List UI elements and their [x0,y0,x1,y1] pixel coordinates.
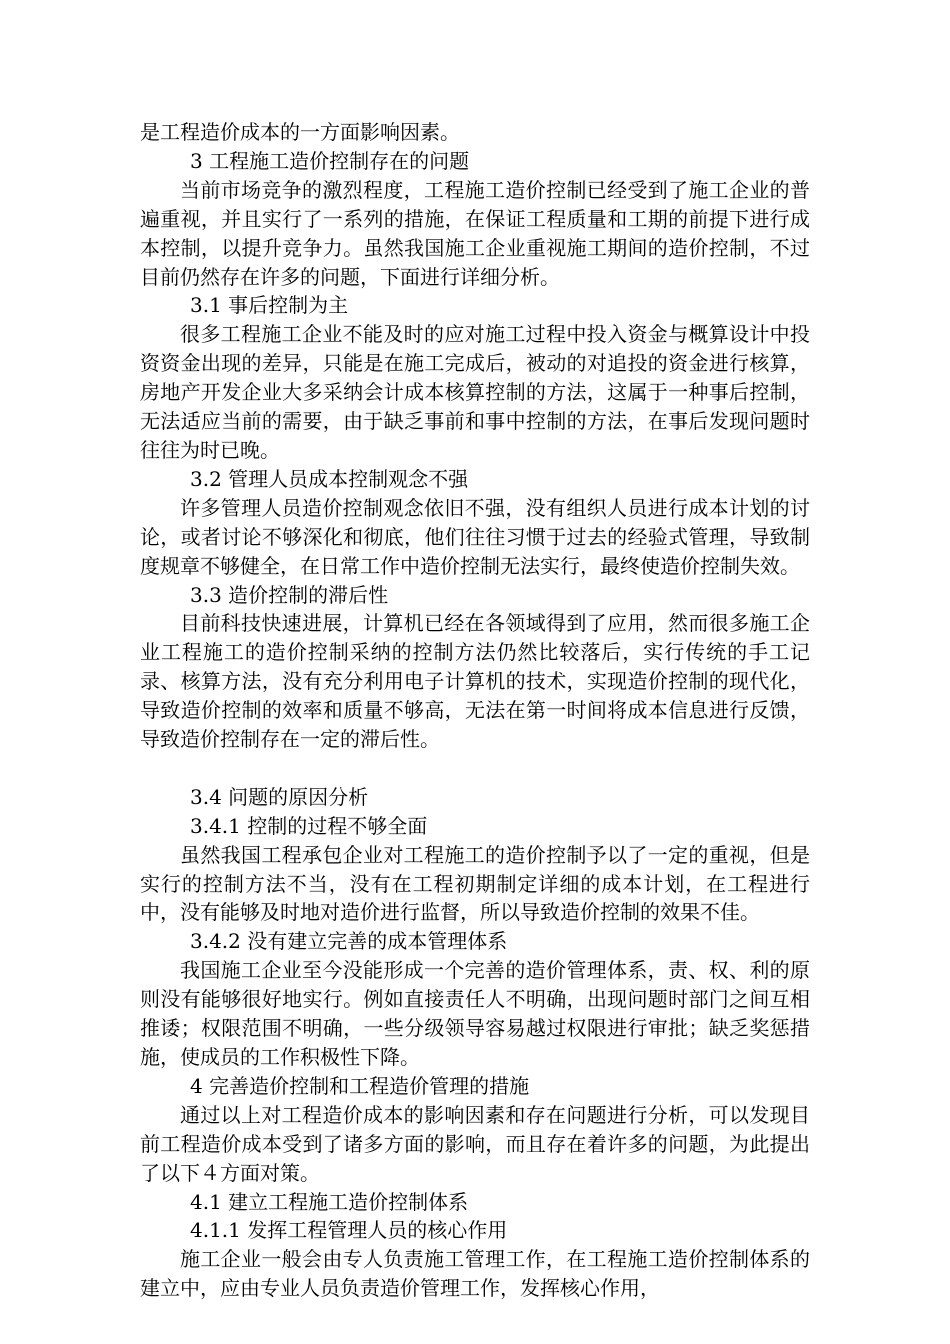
section-heading-3-1: 3.1 事后控制为主 [190,293,349,318]
paragraph-continuation: 是工程造价成本的一方面影响因素。 [140,120,460,144]
paragraph: 我国施工企业至今没能形成一个完善的造价管理体系，责、权、利的原则没有能够很好地实行。例如直接责任人不明确，出现问题时部门之间互相推诿；权限范围不明确，一些分级领导容易越过权限进行审批；缺乏奖惩措施，使成员的工作积极性下降。 [140,958,810,1069]
document-body [140,118,810,1303]
section-heading-4-1: 4.1 建立工程施工造价控制体系 [190,1189,469,1214]
section-heading-3-4-1: 3.4.1 控制的过程不够全面 [190,813,428,838]
paragraph: 许多管理人员造价控制观念依旧不强，没有组织人员进行成本计划的讨论，或者讨论不够深化和彻底，他们往往习惯于过去的经验式管理，导致制度规章不够健全，在日常工作中造价控制无法实行，最终使造价控制失效。 [140,495,810,578]
section-heading-3-3: 3.3 造价控制的滞后性 [190,582,389,607]
section-heading-3-4: 3.4 问题的原因分析 [190,784,369,809]
paragraph: 通过以上对工程造价成本的影响因素和存在问题进行分析，可以发现目前工程造价成本受到了诸多方面的影响，而且存在着许多的问题，为此提出了以下４方面对策。 [140,1102,810,1185]
paragraph: 目前科技快速进展，计算机已经在各领域得到了应用，然而很多施工企业工程施工的造价控制采纳的控制方法仍然比较落后，实行传统的手工记录、核算方法，没有充分利用电子计算机的技术，实现造价控制的现代化，导致造价控制的效率和质量不够高，无法在第一时间将成本信息进行反馈，导致造价控制存在一定的滞后性。 [140,611,810,752]
section-heading-4: 4 完善造价控制和工程造价管理的措施 [190,1073,530,1098]
paragraph: 虽然我国工程承包企业对工程施工的造价控制予以了一定的重视，但是实行的控制方法不当，没有在工程初期制定详细的成本计划，在工程进行中，没有能够及时地对造价进行监督，所以导致造价控制的效果不佳。 [140,842,810,925]
section-heading-3-4-2: 3.4.2 没有建立完善的成本管理体系 [190,929,508,954]
section-heading-4-1-1: 4.1.1 发挥工程管理人员的核心作用 [190,1218,508,1243]
section-heading-3-2: 3.2 管理人员成本控制观念不强 [190,466,469,491]
section-heading-3: 3 工程施工造价控制存在的问题 [190,148,470,173]
blank-line [140,754,810,783]
paragraph: 施工企业一般会由专人负责施工管理工作，在工程施工造价控制体系的建立中，应由专业人员负责造价管理工作，发挥核心作用， [140,1247,810,1301]
paragraph: 当前市场竞争的激烈程度，工程施工造价控制已经受到了施工企业的普遍重视，并且实行了一系列的措施，在保证工程质量和工期的前提下进行成本控制，以提升竞争力。虽然我国施工企业重视施工期间的造价控制，不过目前仍然存在许多的问题，下面进行详细分析。 [140,177,810,289]
paragraph: 很多工程施工企业不能及时的应对施工过程中投入资金与概算设计中投资资金出现的差异，只能是在施工完成后，被动的对追投的资金进行核算，房地产开发企业大多采纳会计成本核算控制的方法，这属于一种事后控制，无法适应当前的需要，由于缺乏事前和事中控制的方法，在事后发现问题时往往为时已晚。 [140,322,810,462]
